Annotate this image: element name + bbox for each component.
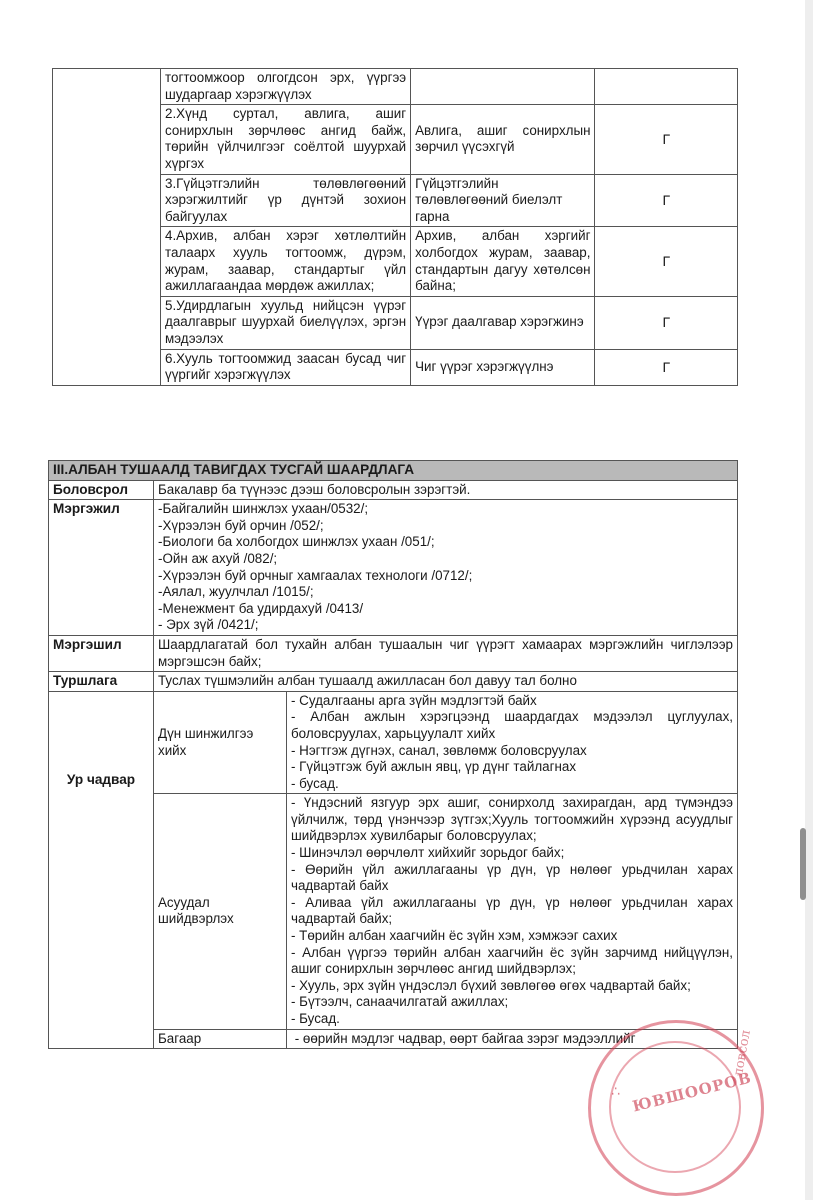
function-cell: 6.Хууль тогтоомжид заасан бусад чиг үүргийг хэрэгжүүлэх [161,349,411,385]
skill-item: - бусад. [291,775,339,791]
skill-item: - Үндэсний язгуур эрх ашиг, сонирхолд захирагдан, ард түмэндээ үйлчилж, төрд үнэнчээр зүтгэх;Хууль тогтоомжийн хүрээнд асуудлыг шийдвэрлэх хувилбарыг боловсруулах; [291,795,733,844]
skills-row [49,691,738,794]
table-row [53,69,738,105]
stamp-inner-ring [609,1041,741,1173]
stamp-text: ЮВШООРОВ [630,1068,754,1116]
skill-item: - өөрийн мэдлэг чадвар, өөрт байгаа зэрэг мэдээллийг [291,1030,636,1046]
profession-list [154,500,738,636]
skill-item: - Өөрийн үйл ажиллагааны үр дүн, үр нөлөөг урьдчилан харах чадвартай байх [291,861,733,894]
experience-value: Туслах түшмэлийн албан тушаалд ажилласан бол давуу тал болно [154,672,738,692]
specialization-row [49,635,738,671]
profession-item: -Хүрээлэн буй орчин /052/; [158,517,324,533]
skill-item: - Албан ажлын хэрэгцээнд шаардагдах мэдээлэл цуглуулах, боловсруулах, харьцуулалт хийх [291,709,733,741]
section-header-row [49,461,738,481]
skill-item: - Судалгааны арга зүйн мэдлэгтэй байх [291,692,537,708]
requirements-table [48,460,738,1049]
function-cell: 2.Хүнд суртал, авлига, ашиг сонирхлын зөрчлөөс ангид байж, төрийн үйлчилгээг соёлтой шуурхай хүргэх [161,105,411,174]
experience-label: Туршлага [49,672,154,692]
education-value: Бакалавр ба түүнээс дээш боловсролын зэрэгтэй. [154,480,738,500]
skill-item: - Аливаа үйл ажиллагааны үр дүн, үр нөлөөг урьдчилан харах чадвартай байх; [291,894,733,927]
section-title: III.АЛБАН ТУШААЛД ТАВИГДАХ ТУСГАЙ ШААРДЛАГА [49,461,738,481]
function-cell: 5.Удирдлагын хуульд нийцсэн үүрэг даалгаврыг шуурхай биелүүлэх, эргэн мэдээлэх [161,296,411,349]
profession-item: - Эрх зүй /0421/; [158,617,259,633]
outcome-cell: Гүйцэтгэлийн төлөвлөгөөний биелэлт гарна [411,174,595,227]
outcome-cell: Архив, албан хэргийг холбогдох журам, заавар, стандартын дагуу хөтөлсөн байна; [411,227,595,296]
profession-item: -Байгалийн шинжлэх ухаан/0532/; [158,501,369,517]
skill-item: - Нэгтгэж дүгнэх, санал, зөвлөмж боловсруулах [291,742,587,758]
skill-item: - Төрийн албан хаагчийн ёс зүйн хэм, хэмжээг сахих [291,928,618,944]
grade-cell: Г [595,174,738,227]
skill-item: - Бүтээлч, санаачилгатай ажиллах; [291,994,509,1010]
specialization-value: Шаардлагатай бол тухайн албан тушаалын чиг үүрэгт хамаарах мэргэжлийн чиглэлээр мэргэшсэн байх; [154,635,738,671]
function-cell: 4.Архив, албан хэрэг хөтлөлтийн талаарх хууль тогтоомж, дүрэм, журам, заавар, стандартыг үйл ажиллагаандаа мөрдөж ажиллах; [161,227,411,296]
outcome-cell [411,69,595,105]
skill-group-name: Дүн шинжилгээ хийх [154,691,287,794]
experience-row [49,672,738,692]
profession-item: -Хүрээлэн буй орчныг хамгаалах технологи /0712/; [158,567,473,583]
outcome-cell: Авлига, ашиг сонирхлын зөрчил үүсэхгүй [411,105,595,174]
skill-group-items [287,691,738,794]
education-row [49,480,738,500]
skill-group-name: Багаар [154,1029,287,1049]
profession-row [49,500,738,636]
skill-group-name: Асуудал шийдвэрлэх [154,794,287,1029]
grade-cell: Г [595,105,738,174]
profession-item: -Ойн аж ахуй /082/; [158,550,278,566]
profession-item: -Менежмент ба удирдахуй /0413/ [158,600,364,616]
scroll-track [805,0,813,1200]
skills-label: Ур чадвар [49,691,154,1048]
stamp-dots-icon: ∴ [611,1083,620,1099]
outcome-cell: Үүрэг даалгавар хэрэгжинэ [411,296,595,349]
skill-item: - Гүйцэтгэж буй ажлын явц, үр дүнг тайлагнах [291,759,577,775]
grade-cell: Г [595,227,738,296]
outcome-cell: Чиг үүрэг хэрэгжүүлнэ [411,349,595,385]
profession-item: -Аялал, жуулчлал /1015/; [158,584,314,600]
profession-item: -Биологи ба холбогдох шинжлэх ухаан /051/; [158,534,435,550]
stamp-side-text: ловсол [731,1028,754,1078]
grade-cell [595,69,738,105]
function-cell: 3.Гүйцэтгэлийн төлөвлөгөөний хэрэгжилтийг үр дүнтэй зохион байгуулах [161,174,411,227]
empty-merged-cell [53,69,161,386]
grade-cell: Г [595,349,738,385]
grade-cell: Г [595,296,738,349]
skill-item: - Бусад. [291,1011,340,1026]
specialization-label: Мэргэшил [49,635,154,671]
education-label: Боловсрол [49,480,154,500]
profession-label: Мэргэжил [49,500,154,636]
skill-item: - Хууль, эрх зүйн үндэслэл бүхий зөвлөгөө өгөх чадвартай байх; [291,977,691,993]
function-cell: тогтоомжоор олгогдсон эрх, үүргээ шударгаар хэрэгжүүлэх [161,69,411,105]
skill-item: - Албан үүргээ төрийн албан хаагчийн ёс зүйн зарчимд нийцүүлэн, ашиг сонирхлын зөрчлөөс ангид шийдвэрлэх; [291,944,733,977]
skill-group-items [287,1029,738,1049]
skill-item: - Шинэчлэл өөрчлөлт хийхийг зорьдог байх; [291,845,565,861]
duties-table [52,68,738,386]
scrollbar-thumb[interactable] [800,828,806,900]
skill-group-items [287,794,738,1029]
